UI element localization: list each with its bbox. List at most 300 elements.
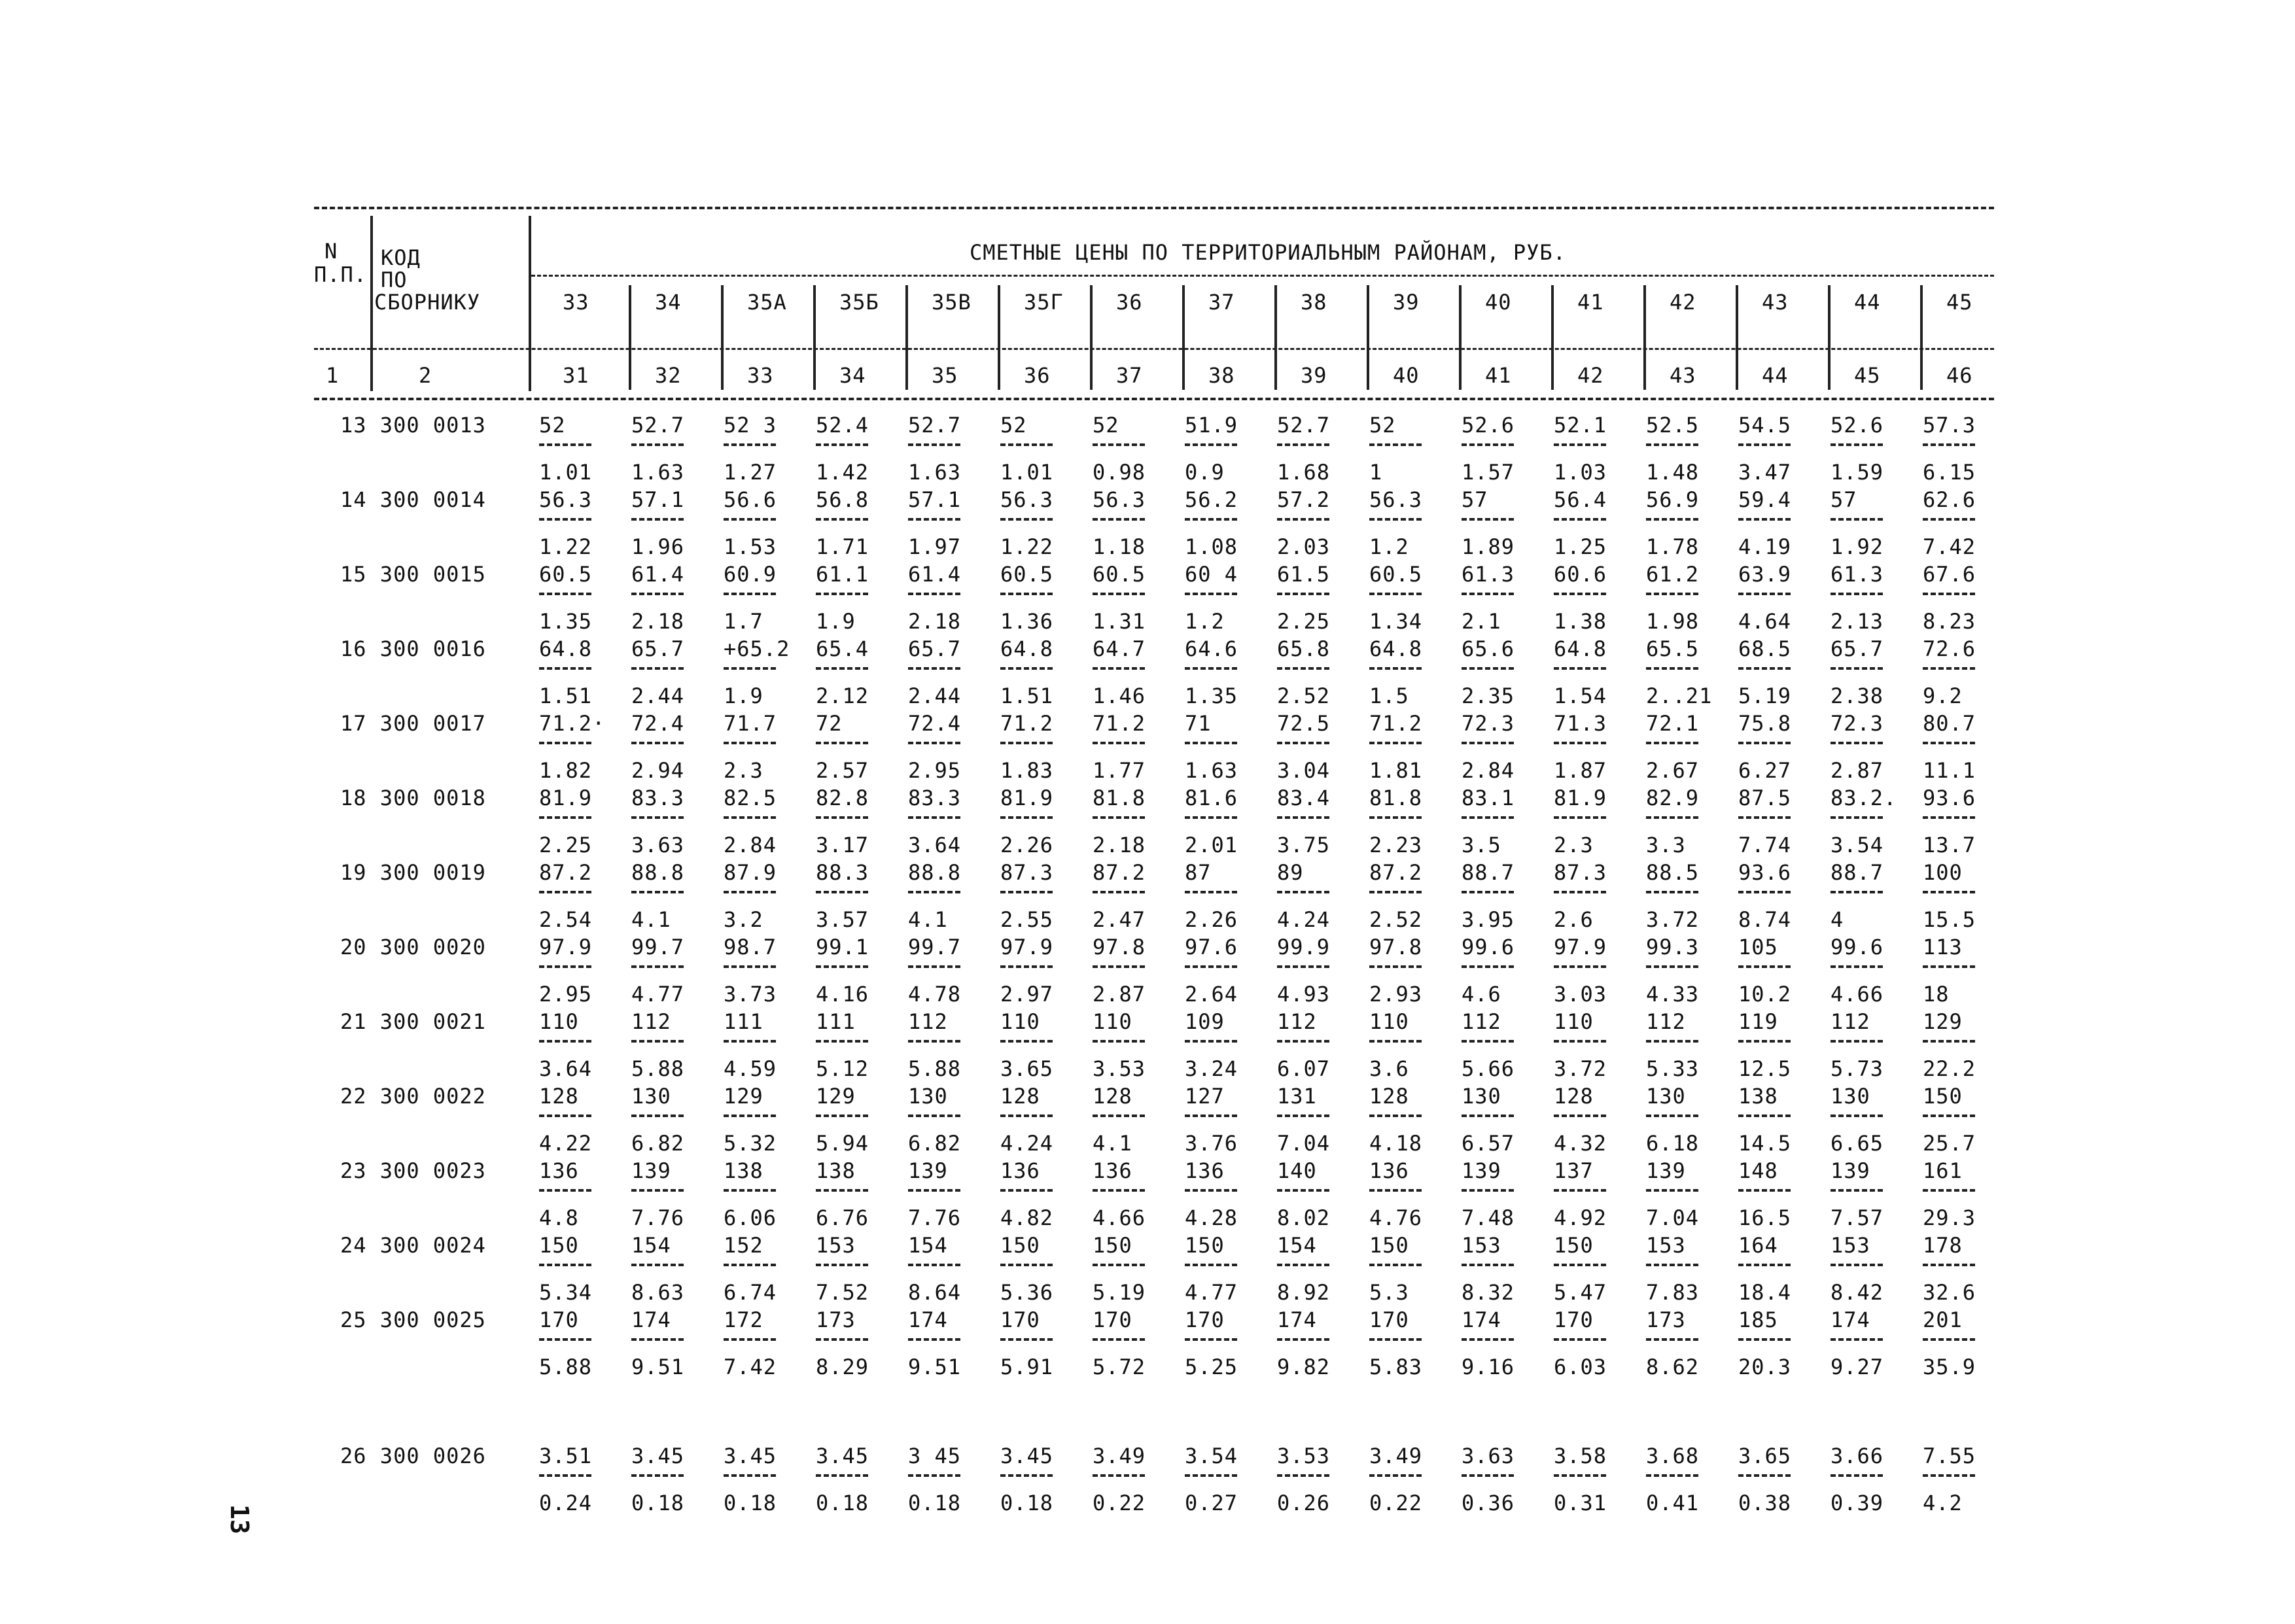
fraction-rule [1923, 1338, 1975, 1341]
price-upper: 60.9 [724, 562, 777, 587]
fraction-rule [1831, 1338, 1883, 1341]
price-upper: 65.7 [1831, 636, 1884, 661]
fraction-rule [1738, 1040, 1791, 1043]
row-code: 21 300 0021 [340, 1009, 486, 1034]
fraction-rule [908, 1474, 960, 1477]
district-label: 43 [1762, 290, 1789, 315]
price-lower: 1.9 [724, 683, 763, 708]
district-label: 37 [1208, 290, 1235, 315]
price-upper: 170 [1000, 1307, 1040, 1332]
price-upper: 56.3 [1093, 487, 1146, 512]
fraction-rule [1369, 667, 1422, 670]
price-upper: 81.8 [1369, 786, 1423, 810]
fraction-rule [1277, 965, 1329, 968]
price-upper: 3.45 [631, 1443, 685, 1468]
price-upper: 170 [1185, 1307, 1225, 1332]
price-lower: 4.1 [631, 907, 671, 932]
price-upper: 52 [1093, 413, 1119, 438]
header-rule [531, 275, 1994, 277]
price-upper: 128 [1554, 1084, 1594, 1109]
price-lower: 4.76 [1369, 1205, 1423, 1230]
price-lower: 12.5 [1738, 1056, 1792, 1081]
price-lower: 9.27 [1831, 1355, 1884, 1379]
price-lower: 3.75 [1277, 833, 1331, 857]
price-lower: 3.72 [1646, 907, 1700, 932]
price-upper: 99.6 [1831, 935, 1884, 959]
column-divider [1643, 285, 1646, 390]
price-upper: 3.45 [1000, 1443, 1054, 1468]
price-lower: 7.42 [724, 1355, 777, 1379]
price-lower: 2.26 [1000, 833, 1054, 857]
price-lower: 2.55 [1000, 907, 1054, 932]
fraction-rule [1462, 1189, 1514, 1192]
price-lower: 1.63 [908, 460, 962, 485]
price-upper: 72.5 [1277, 711, 1331, 736]
fraction-rule [1831, 816, 1883, 819]
price-lower: 22.2 [1923, 1056, 1976, 1081]
price-lower: 1.54 [1554, 683, 1607, 708]
fraction-rule [1000, 443, 1053, 446]
fraction-rule [631, 518, 684, 521]
fraction-rule [539, 891, 591, 893]
price-upper: 93.6 [1738, 860, 1792, 885]
price-upper: 87.3 [1000, 860, 1054, 885]
fraction-rule [1462, 1338, 1514, 1341]
price-upper: 56.6 [724, 487, 777, 512]
price-lower: 8.62 [1646, 1355, 1700, 1379]
price-upper: 71.7 [724, 711, 777, 736]
row-code: 13 300 0013 [340, 413, 486, 438]
price-upper: 148 [1738, 1158, 1778, 1183]
price-lower: 3.64 [908, 833, 962, 857]
price-upper: 52.5 [1646, 413, 1700, 438]
price-upper: 109 [1185, 1009, 1225, 1034]
price-lower: 1.98 [1646, 609, 1700, 634]
fraction-rule [1185, 816, 1237, 819]
price-lower: 6.07 [1277, 1056, 1331, 1081]
price-lower: 6.18 [1646, 1131, 1700, 1156]
price-lower: 0.9 [1185, 460, 1225, 485]
price-upper: 71.3 [1554, 711, 1607, 736]
price-lower: 2.87 [1093, 982, 1146, 1007]
fraction-rule [908, 742, 960, 744]
price-lower: 0.24 [539, 1491, 593, 1515]
price-upper: 99.6 [1462, 935, 1515, 959]
fraction-rule [1000, 891, 1053, 893]
price-upper: 52 [1369, 413, 1396, 438]
fraction-rule [724, 1264, 776, 1266]
price-upper: 152 [724, 1233, 763, 1258]
price-lower: 5.19 [1738, 683, 1792, 708]
fraction-rule [1369, 593, 1422, 595]
prices-title: СМЕТНЫЕ ЦЕНЫ ПО ТЕРРИТОРИАЛЬНЫМ РАЙОНАМ, РУБ. [970, 240, 1566, 265]
price-upper: 57 [1831, 487, 1857, 512]
price-lower: 2.3 [724, 758, 763, 783]
fraction-rule [1831, 1040, 1883, 1043]
price-upper: 71.2 [1000, 711, 1054, 736]
fraction-rule [631, 593, 684, 595]
price-upper: 56.8 [816, 487, 869, 512]
price-upper: 71.2 [1369, 711, 1423, 736]
price-upper: 150 [1923, 1084, 1963, 1109]
fraction-rule [1831, 518, 1883, 521]
column-divider [1367, 285, 1369, 390]
price-lower: 8.23 [1923, 609, 1976, 634]
price-lower: 5.88 [631, 1056, 685, 1081]
column-number: 37 [1116, 363, 1143, 388]
fraction-rule [1738, 1114, 1791, 1117]
column-divider [1090, 285, 1093, 390]
price-upper: 60.5 [539, 562, 593, 587]
price-upper: 3.49 [1093, 1443, 1146, 1468]
price-upper: 173 [1646, 1307, 1686, 1332]
price-upper: 178 [1923, 1233, 1963, 1258]
price-upper: 65.7 [631, 636, 685, 661]
price-upper: 111 [816, 1009, 856, 1034]
price-lower: 18.4 [1738, 1280, 1792, 1305]
header-po-label: ПО [381, 268, 408, 292]
price-lower: 7.83 [1646, 1280, 1700, 1305]
price-lower: 3.63 [631, 833, 685, 857]
fraction-rule [1554, 1264, 1606, 1266]
price-upper: 110 [1000, 1009, 1040, 1034]
price-lower: 5.66 [1462, 1056, 1515, 1081]
price-lower: 2.52 [1369, 907, 1423, 932]
price-upper: 161 [1923, 1158, 1963, 1183]
price-lower: 7.48 [1462, 1205, 1515, 1230]
price-upper: 97.9 [1554, 935, 1607, 959]
fraction-rule [1923, 891, 1975, 893]
price-lower: 0.18 [631, 1491, 685, 1515]
price-upper: 131 [1277, 1084, 1317, 1109]
price-upper: 88.3 [816, 860, 869, 885]
fraction-rule [1185, 742, 1237, 744]
fraction-rule [1185, 965, 1237, 968]
fraction-rule [631, 965, 684, 968]
price-lower: 5.83 [1369, 1355, 1423, 1379]
price-upper: 82.5 [724, 786, 777, 810]
price-lower: 4.33 [1646, 982, 1700, 1007]
price-lower: 2.54 [539, 907, 593, 932]
district-label: 38 [1301, 290, 1327, 315]
price-lower: 6.06 [724, 1205, 777, 1230]
price-lower: 1.2 [1185, 609, 1225, 634]
price-upper: 138 [816, 1158, 856, 1183]
price-lower: 4.78 [908, 982, 962, 1007]
fraction-rule [1646, 1264, 1698, 1266]
price-upper: 59.4 [1738, 487, 1792, 512]
price-upper: 52 3 [724, 413, 777, 438]
price-lower: 1.42 [816, 460, 869, 485]
price-upper: 99.7 [908, 935, 962, 959]
price-lower: 1.46 [1093, 683, 1146, 708]
fraction-rule [1277, 1474, 1329, 1477]
price-lower: 1.22 [1000, 534, 1054, 559]
price-lower: 3.5 [1462, 833, 1501, 857]
price-lower: 2.95 [539, 982, 593, 1007]
header-pp-label: П.П. [314, 262, 368, 287]
price-lower: 1.82 [539, 758, 593, 783]
fraction-rule [1831, 965, 1883, 968]
price-lower: 1.18 [1093, 534, 1146, 559]
price-lower: 1.35 [539, 609, 593, 634]
price-upper: 128 [1000, 1084, 1040, 1109]
price-upper: 7.55 [1923, 1443, 1976, 1468]
fraction-rule [724, 965, 776, 968]
price-lower: 2.93 [1369, 982, 1423, 1007]
price-upper: 64.8 [1369, 636, 1423, 661]
fraction-rule [1000, 816, 1053, 819]
price-lower: 1.63 [1185, 758, 1238, 783]
price-upper: 98.7 [724, 935, 777, 959]
price-upper: 3.65 [1738, 1443, 1792, 1468]
price-upper: +65.2 [724, 636, 790, 661]
price-upper: 97.6 [1185, 935, 1238, 959]
district-label: 35В [932, 290, 972, 315]
fraction-rule [1277, 1189, 1329, 1192]
price-upper: 72.4 [631, 711, 685, 736]
price-lower: 8.32 [1462, 1280, 1515, 1305]
district-label: 35Г [1024, 290, 1064, 315]
fraction-rule [1185, 1264, 1237, 1266]
price-lower: 4.77 [631, 982, 685, 1007]
fraction-rule [1738, 891, 1791, 893]
price-lower: 5.94 [816, 1131, 869, 1156]
fraction-rule [1000, 593, 1053, 595]
row-code: 26 300 0026 [340, 1443, 486, 1468]
fraction-rule [1646, 965, 1698, 968]
price-lower: 9.82 [1277, 1355, 1331, 1379]
price-upper: 71 [1185, 711, 1212, 736]
fraction-rule [724, 518, 776, 521]
fraction-rule [1738, 1189, 1791, 1192]
price-lower: 1.78 [1646, 534, 1700, 559]
fraction-rule [1185, 891, 1237, 893]
price-lower: 4.1 [1093, 1131, 1132, 1156]
price-upper: 174 [908, 1307, 948, 1332]
price-upper: 56.3 [1369, 487, 1423, 512]
fraction-rule [908, 965, 960, 968]
price-upper: 3.45 [816, 1443, 869, 1468]
price-upper: 128 [539, 1084, 579, 1109]
price-upper: 97.9 [539, 935, 593, 959]
fraction-rule [539, 965, 591, 968]
fraction-rule [816, 1114, 868, 1117]
price-upper: 88.8 [631, 860, 685, 885]
fraction-rule [1831, 593, 1883, 595]
price-lower: 0.18 [816, 1491, 869, 1515]
fraction-rule [539, 443, 591, 446]
fraction-rule [1923, 1474, 1975, 1477]
district-label: 41 [1577, 290, 1604, 315]
price-upper: 112 [1831, 1009, 1870, 1034]
price-upper: 112 [1646, 1009, 1686, 1034]
fraction-rule [1000, 1474, 1053, 1477]
price-upper: 61.4 [631, 562, 685, 587]
price-lower: 2.47 [1093, 907, 1146, 932]
price-lower: 8.02 [1277, 1205, 1331, 1230]
fraction-rule [1923, 816, 1975, 819]
fraction-rule [1738, 518, 1791, 521]
price-lower: 1.38 [1554, 609, 1607, 634]
price-lower: 2.44 [631, 683, 685, 708]
price-upper: 82.8 [816, 786, 869, 810]
price-upper: 112 [1277, 1009, 1317, 1034]
price-lower: 2.6 [1554, 907, 1594, 932]
fraction-rule [1369, 1114, 1422, 1117]
price-upper: 3.54 [1185, 1443, 1238, 1468]
fraction-rule [816, 593, 868, 595]
fraction-rule [1093, 1264, 1145, 1266]
price-upper: 119 [1738, 1009, 1778, 1034]
fraction-rule [816, 965, 868, 968]
header-divider [529, 216, 531, 391]
price-upper: 136 [539, 1158, 579, 1183]
price-lower: 4.18 [1369, 1131, 1423, 1156]
price-upper: 110 [1093, 1009, 1132, 1034]
price-lower: 4.6 [1462, 982, 1501, 1007]
row-code: 15 300 0015 [340, 562, 486, 587]
price-lower: 1.34 [1369, 609, 1423, 634]
fraction-rule [1923, 593, 1975, 595]
fraction-rule [1831, 667, 1883, 670]
price-upper: 3.53 [1277, 1443, 1331, 1468]
fraction-rule [1369, 891, 1422, 893]
fraction-rule [908, 593, 960, 595]
fraction-rule [816, 667, 868, 670]
price-lower: 4.28 [1185, 1205, 1238, 1230]
column-divider [721, 285, 724, 390]
fraction-rule [539, 1189, 591, 1192]
column-divider [1920, 285, 1923, 390]
fraction-rule [1277, 518, 1329, 521]
header-bottom-rule [314, 398, 1994, 400]
column-number: 42 [1577, 363, 1604, 388]
price-lower: 5.36 [1000, 1280, 1054, 1305]
fraction-rule [1646, 518, 1698, 521]
column-number: 34 [839, 363, 866, 388]
price-lower: 7.74 [1738, 833, 1792, 857]
price-lower: 9.51 [631, 1355, 685, 1379]
fraction-rule [724, 891, 776, 893]
price-upper: 136 [1369, 1158, 1409, 1183]
fraction-rule [539, 1040, 591, 1043]
price-upper: 83.1 [1462, 786, 1515, 810]
price-lower: 8.92 [1277, 1280, 1331, 1305]
price-upper: 99.9 [1277, 935, 1331, 959]
price-lower: 7.76 [631, 1205, 685, 1230]
column-number: 38 [1208, 363, 1235, 388]
row-code: 19 300 0019 [340, 860, 486, 885]
fraction-rule [631, 1338, 684, 1341]
price-lower: 2.44 [908, 683, 962, 708]
fraction-rule [1277, 891, 1329, 893]
fraction-rule [1462, 816, 1514, 819]
price-upper: 54.5 [1738, 413, 1792, 438]
fraction-rule [1462, 891, 1514, 893]
fraction-rule [1923, 965, 1975, 968]
fraction-rule [908, 667, 960, 670]
price-upper: 64.7 [1093, 636, 1146, 661]
district-label: 42 [1670, 290, 1696, 315]
price-upper: 3.63 [1462, 1443, 1515, 1468]
price-upper: 52.6 [1831, 413, 1884, 438]
price-upper: 139 [908, 1158, 948, 1183]
column-number: 32 [655, 363, 682, 388]
fraction-rule [1093, 742, 1145, 744]
price-lower: 2..21 [1646, 683, 1713, 708]
price-lower: 32.6 [1923, 1280, 1976, 1305]
row-code: 17 300 0017 [340, 711, 486, 736]
price-upper: 52.7 [1277, 413, 1331, 438]
price-lower: 6.27 [1738, 758, 1792, 783]
price-lower: 9.2 [1923, 683, 1963, 708]
price-upper: 136 [1000, 1158, 1040, 1183]
price-upper: 81.6 [1185, 786, 1238, 810]
price-lower: 3.64 [539, 1056, 593, 1081]
column-divider [1551, 285, 1554, 390]
price-lower: 6.74 [724, 1280, 777, 1305]
fraction-rule [1554, 1474, 1606, 1477]
price-lower: 0.27 [1185, 1491, 1238, 1515]
fraction-rule [908, 1040, 960, 1043]
price-lower: 7.04 [1277, 1131, 1331, 1156]
price-upper: 71.2 [1093, 711, 1146, 736]
fraction-rule [908, 816, 960, 819]
price-upper: 64.6 [1185, 636, 1238, 661]
district-label: 33 [563, 290, 589, 315]
fraction-rule [1646, 1338, 1698, 1341]
price-lower: 3.03 [1554, 982, 1607, 1007]
price-upper: 87.3 [1554, 860, 1607, 885]
price-lower: 2.25 [1277, 609, 1331, 634]
price-lower: 1.27 [724, 460, 777, 485]
fraction-rule [1093, 593, 1145, 595]
price-lower: 4.24 [1277, 907, 1331, 932]
price-lower: 4.16 [816, 982, 869, 1007]
fraction-rule [1554, 593, 1606, 595]
price-lower: 2.87 [1831, 758, 1884, 783]
top-rule [314, 207, 1994, 209]
fraction-rule [1277, 443, 1329, 446]
fraction-rule [1738, 1264, 1791, 1266]
district-label: 39 [1393, 290, 1420, 315]
price-lower: 15.5 [1923, 907, 1976, 932]
price-lower: 5.33 [1646, 1056, 1700, 1081]
price-upper: 130 [631, 1084, 671, 1109]
price-upper: 72 [816, 711, 843, 736]
column-number: 31 [563, 363, 589, 388]
fraction-rule [631, 1114, 684, 1117]
price-upper: 110 [1554, 1009, 1594, 1034]
price-upper: 56.9 [1646, 487, 1700, 512]
price-lower: 8.63 [631, 1280, 685, 1305]
fraction-rule [1646, 1189, 1698, 1192]
fraction-rule [1831, 742, 1883, 744]
price-upper: 150 [1093, 1233, 1132, 1258]
fraction-rule [1554, 1189, 1606, 1192]
fraction-rule [1185, 593, 1237, 595]
price-lower: 2.12 [816, 683, 869, 708]
price-lower: 1.08 [1185, 534, 1238, 559]
fraction-rule [1369, 1474, 1422, 1477]
price-lower: 4.66 [1093, 1205, 1146, 1230]
price-lower: 2.3 [1554, 833, 1594, 857]
price-upper: 150 [1000, 1233, 1040, 1258]
price-upper: 172 [724, 1307, 763, 1332]
fraction-rule [1646, 816, 1698, 819]
price-upper: 105 [1738, 935, 1778, 959]
